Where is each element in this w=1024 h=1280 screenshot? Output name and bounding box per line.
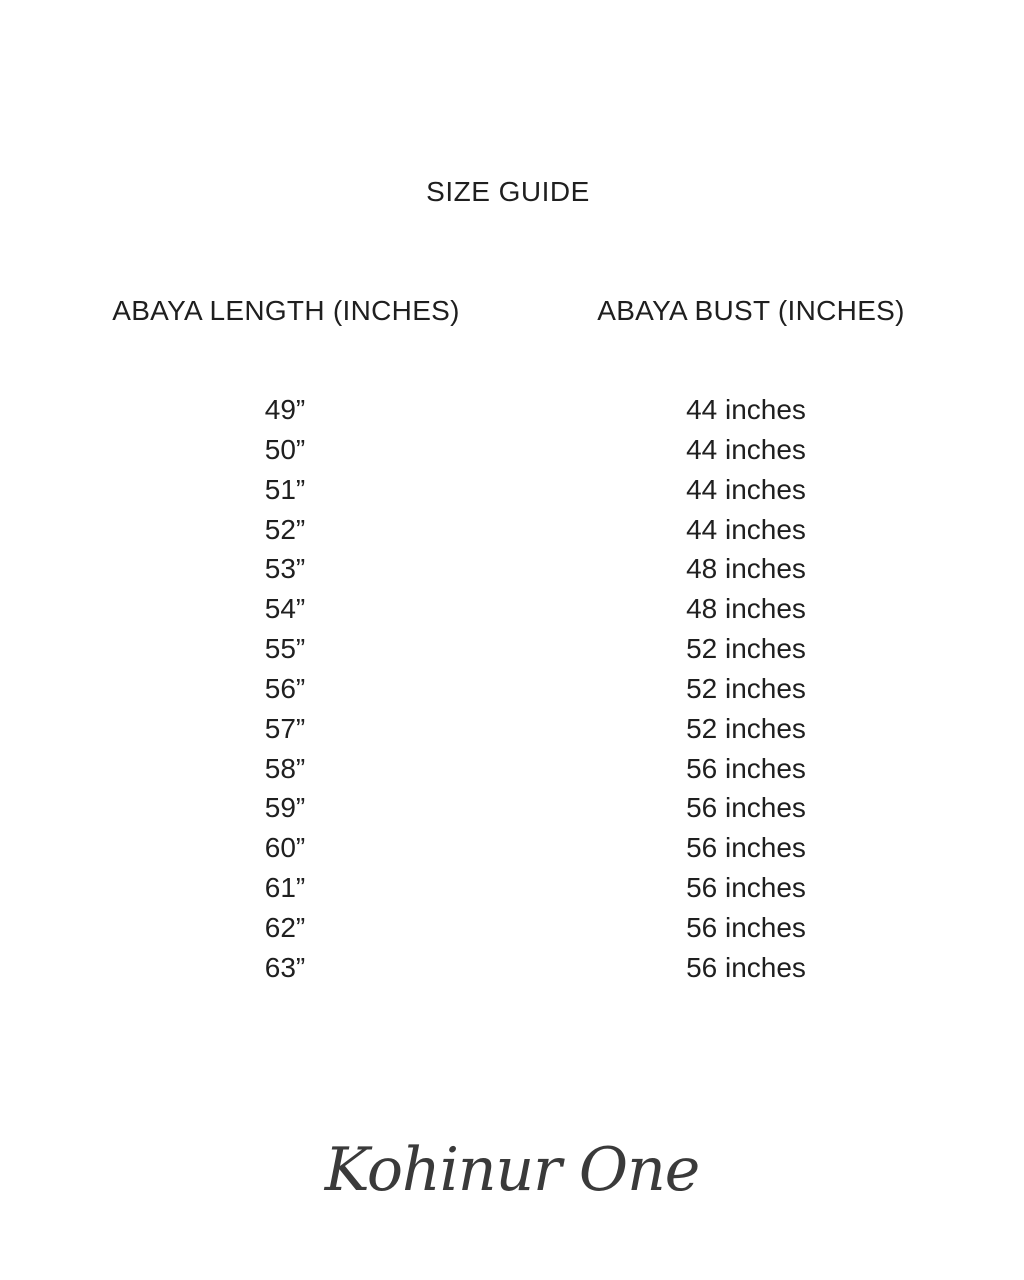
length-value: 60”: [264, 832, 306, 864]
bust-value: 48 inches: [686, 553, 806, 585]
bust-value: 56 inches: [686, 872, 806, 904]
length-column-header: ABAYA LENGTH (INCHES): [112, 295, 460, 326]
bust-value: 56 inches: [686, 792, 806, 824]
length-value: 61”: [264, 872, 306, 904]
bust-value: 44 inches: [686, 513, 806, 545]
bust-value: 56 inches: [686, 911, 806, 943]
length-value: 55”: [264, 633, 306, 665]
bust-value: 56 inches: [686, 951, 806, 983]
length-value: 50”: [264, 433, 306, 465]
bust-value: 52 inches: [686, 672, 806, 704]
bust-value: 48 inches: [686, 593, 806, 625]
length-column: [185, 390, 385, 988]
brand-logo: Kohinur One: [324, 1135, 700, 1205]
length-value: 54”: [264, 593, 306, 625]
length-value: 59”: [264, 792, 306, 824]
bust-value: 56 inches: [686, 752, 806, 784]
page-title: SIZE GUIDE: [426, 176, 590, 207]
length-value: 57”: [264, 712, 306, 744]
length-value: 53”: [264, 553, 306, 585]
bust-column-header: ABAYA BUST (INCHES): [597, 295, 905, 326]
bust-value: 52 inches: [686, 712, 806, 744]
bust-value: 44 inches: [686, 433, 806, 465]
length-value: 49”: [264, 394, 306, 425]
length-value: 62”: [264, 911, 306, 943]
length-value: 58”: [264, 752, 306, 784]
bust-value: 56 inches: [686, 832, 806, 864]
length-value: 63”: [264, 951, 306, 983]
bust-value: 44 inches: [686, 394, 806, 425]
length-value: 56”: [264, 672, 306, 704]
bust-value: 52 inches: [686, 633, 806, 665]
bust-value: 44 inches: [686, 473, 806, 505]
bust-column: [646, 390, 846, 988]
length-value: 51”: [264, 473, 306, 505]
length-value: 52”: [264, 513, 306, 545]
